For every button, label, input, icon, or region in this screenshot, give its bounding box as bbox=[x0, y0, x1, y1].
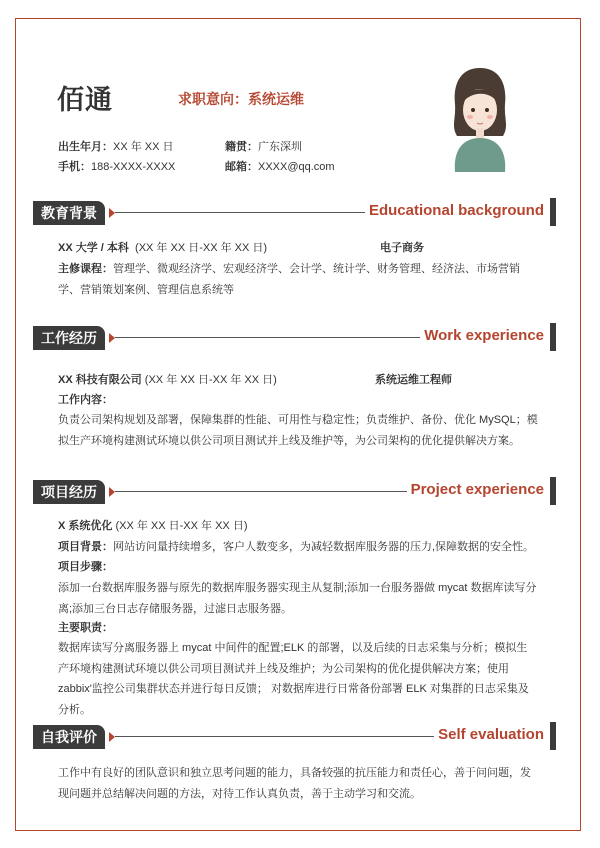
section-tag: 工作经历 bbox=[33, 326, 105, 350]
self-evaluation-text: 工作中有良好的团队意识和独立思考问题的能力，具备较强的抗压能力和责任心，善于问问题，发现问题并总结解决问题的方法，对待工作认真负责，善于主动学习和交流。 bbox=[58, 767, 531, 800]
email-label: 邮箱： bbox=[225, 161, 258, 173]
candidate-name: 佰通 bbox=[57, 85, 113, 115]
section-header-self bbox=[33, 725, 556, 749]
section-title-en: Educational background bbox=[365, 202, 544, 219]
project-name-row bbox=[58, 516, 538, 537]
period: (XX 年 XX 日-XX 年 XX 日) bbox=[135, 242, 268, 254]
project-duties: 数据库读写分离服务器上 mycat 中间件的配置;ELK 的部署，以及后续的日志采集与分析；模拟生产环境构建测试环境以供公司项目测试并上线及维护；为公司架构的优化提供解决方案；使用zabbix'监控公司集群状态并进行每日反馈； 对数据库进行日常备份部署 ELK 对集群的日志采集及分析。 bbox=[58, 642, 529, 716]
school: XX 大学 / 本科 bbox=[58, 242, 129, 254]
courses-value: 管理学、微观经济学、宏观经济学、会计学、统计学、财务管理、经济法、市场营销学、营销策划案例、管理信息系统等 bbox=[58, 263, 520, 296]
section-bar bbox=[550, 722, 556, 750]
phone-value: 188-XXXX-XXXX bbox=[91, 161, 176, 173]
origin-field bbox=[225, 138, 302, 154]
divider bbox=[115, 736, 475, 737]
phone-label: 手机： bbox=[58, 161, 91, 173]
email-field bbox=[225, 158, 335, 174]
period: (XX 年 XX 日-XX 年 XX 日) bbox=[144, 374, 277, 386]
work-content-label bbox=[58, 390, 538, 411]
section-header-work bbox=[33, 326, 556, 350]
arrow-icon bbox=[109, 487, 115, 497]
duties-label-text: 主要职责： bbox=[58, 622, 113, 634]
section-title-en: Project experience bbox=[407, 481, 544, 498]
company: XX 科技有限公司 bbox=[58, 374, 142, 386]
section-bar bbox=[550, 198, 556, 226]
arrow-icon bbox=[109, 732, 115, 742]
email-value: XXXX@qq.com bbox=[258, 161, 335, 173]
section-header-project bbox=[33, 480, 556, 504]
section-tag: 自我评价 bbox=[33, 725, 105, 749]
section-title-en: Work experience bbox=[420, 327, 544, 344]
position: 系统运维工程师 bbox=[375, 374, 452, 386]
courses-label: 主修课程： bbox=[58, 263, 113, 275]
project-steps: 添加一台数据库服务器与原先的数据库服务器实现主从复制;添加一台服务器做 mycat 数据库读写分离;添加三台日志存储服务器，过滤日志服务器。 bbox=[58, 582, 537, 615]
arrow-icon bbox=[109, 208, 115, 218]
section-header-education bbox=[33, 201, 556, 225]
project-name: X 系统优化 bbox=[58, 520, 113, 532]
section-tag: 项目经历 bbox=[33, 480, 105, 504]
birth-label: 出生年月： bbox=[58, 141, 113, 153]
courses bbox=[58, 259, 538, 300]
period: (XX 年 XX 日-XX 年 XX 日) bbox=[115, 520, 248, 532]
birth-value: XX 年 XX 日 bbox=[113, 141, 174, 153]
job-intent bbox=[178, 89, 304, 109]
steps-label-text: 项目步骤： bbox=[58, 561, 113, 573]
phone-field bbox=[58, 158, 175, 174]
avatar bbox=[443, 64, 517, 172]
education-school-row bbox=[58, 238, 538, 259]
background-value: 网站访问量持续增多，客户人数变多，为减轻数据库服务器的压力,保障数据的安全性。 bbox=[113, 541, 535, 553]
intent-value: 系统运维 bbox=[248, 91, 304, 107]
divider bbox=[115, 491, 455, 492]
project-background bbox=[58, 537, 538, 558]
birth-field bbox=[58, 138, 174, 154]
duties-label bbox=[58, 618, 538, 639]
work-content: 负责公司架构规划及部署，保障集群的性能、可用性与稳定性；负责维护、备份、优化 MySQL；模拟生产环境构建测试环境以供公司项目测试并上线及维护等，为公司架构的优化提供解决方案。 bbox=[58, 414, 538, 447]
origin-label: 籍贯： bbox=[225, 141, 258, 153]
section-title-en: Self evaluation bbox=[434, 726, 544, 743]
arrow-icon bbox=[109, 333, 115, 343]
work-company-row bbox=[58, 370, 538, 391]
background-label: 项目背景： bbox=[58, 541, 113, 553]
origin-value: 广东深圳 bbox=[258, 141, 302, 153]
section-tag: 教育背景 bbox=[33, 201, 105, 225]
content-label: 工作内容： bbox=[58, 394, 113, 406]
section-bar bbox=[550, 477, 556, 505]
steps-label bbox=[58, 557, 538, 578]
intent-label: 求职意向： bbox=[178, 91, 248, 107]
section-bar bbox=[550, 323, 556, 351]
major: 电子商务 bbox=[380, 242, 424, 254]
